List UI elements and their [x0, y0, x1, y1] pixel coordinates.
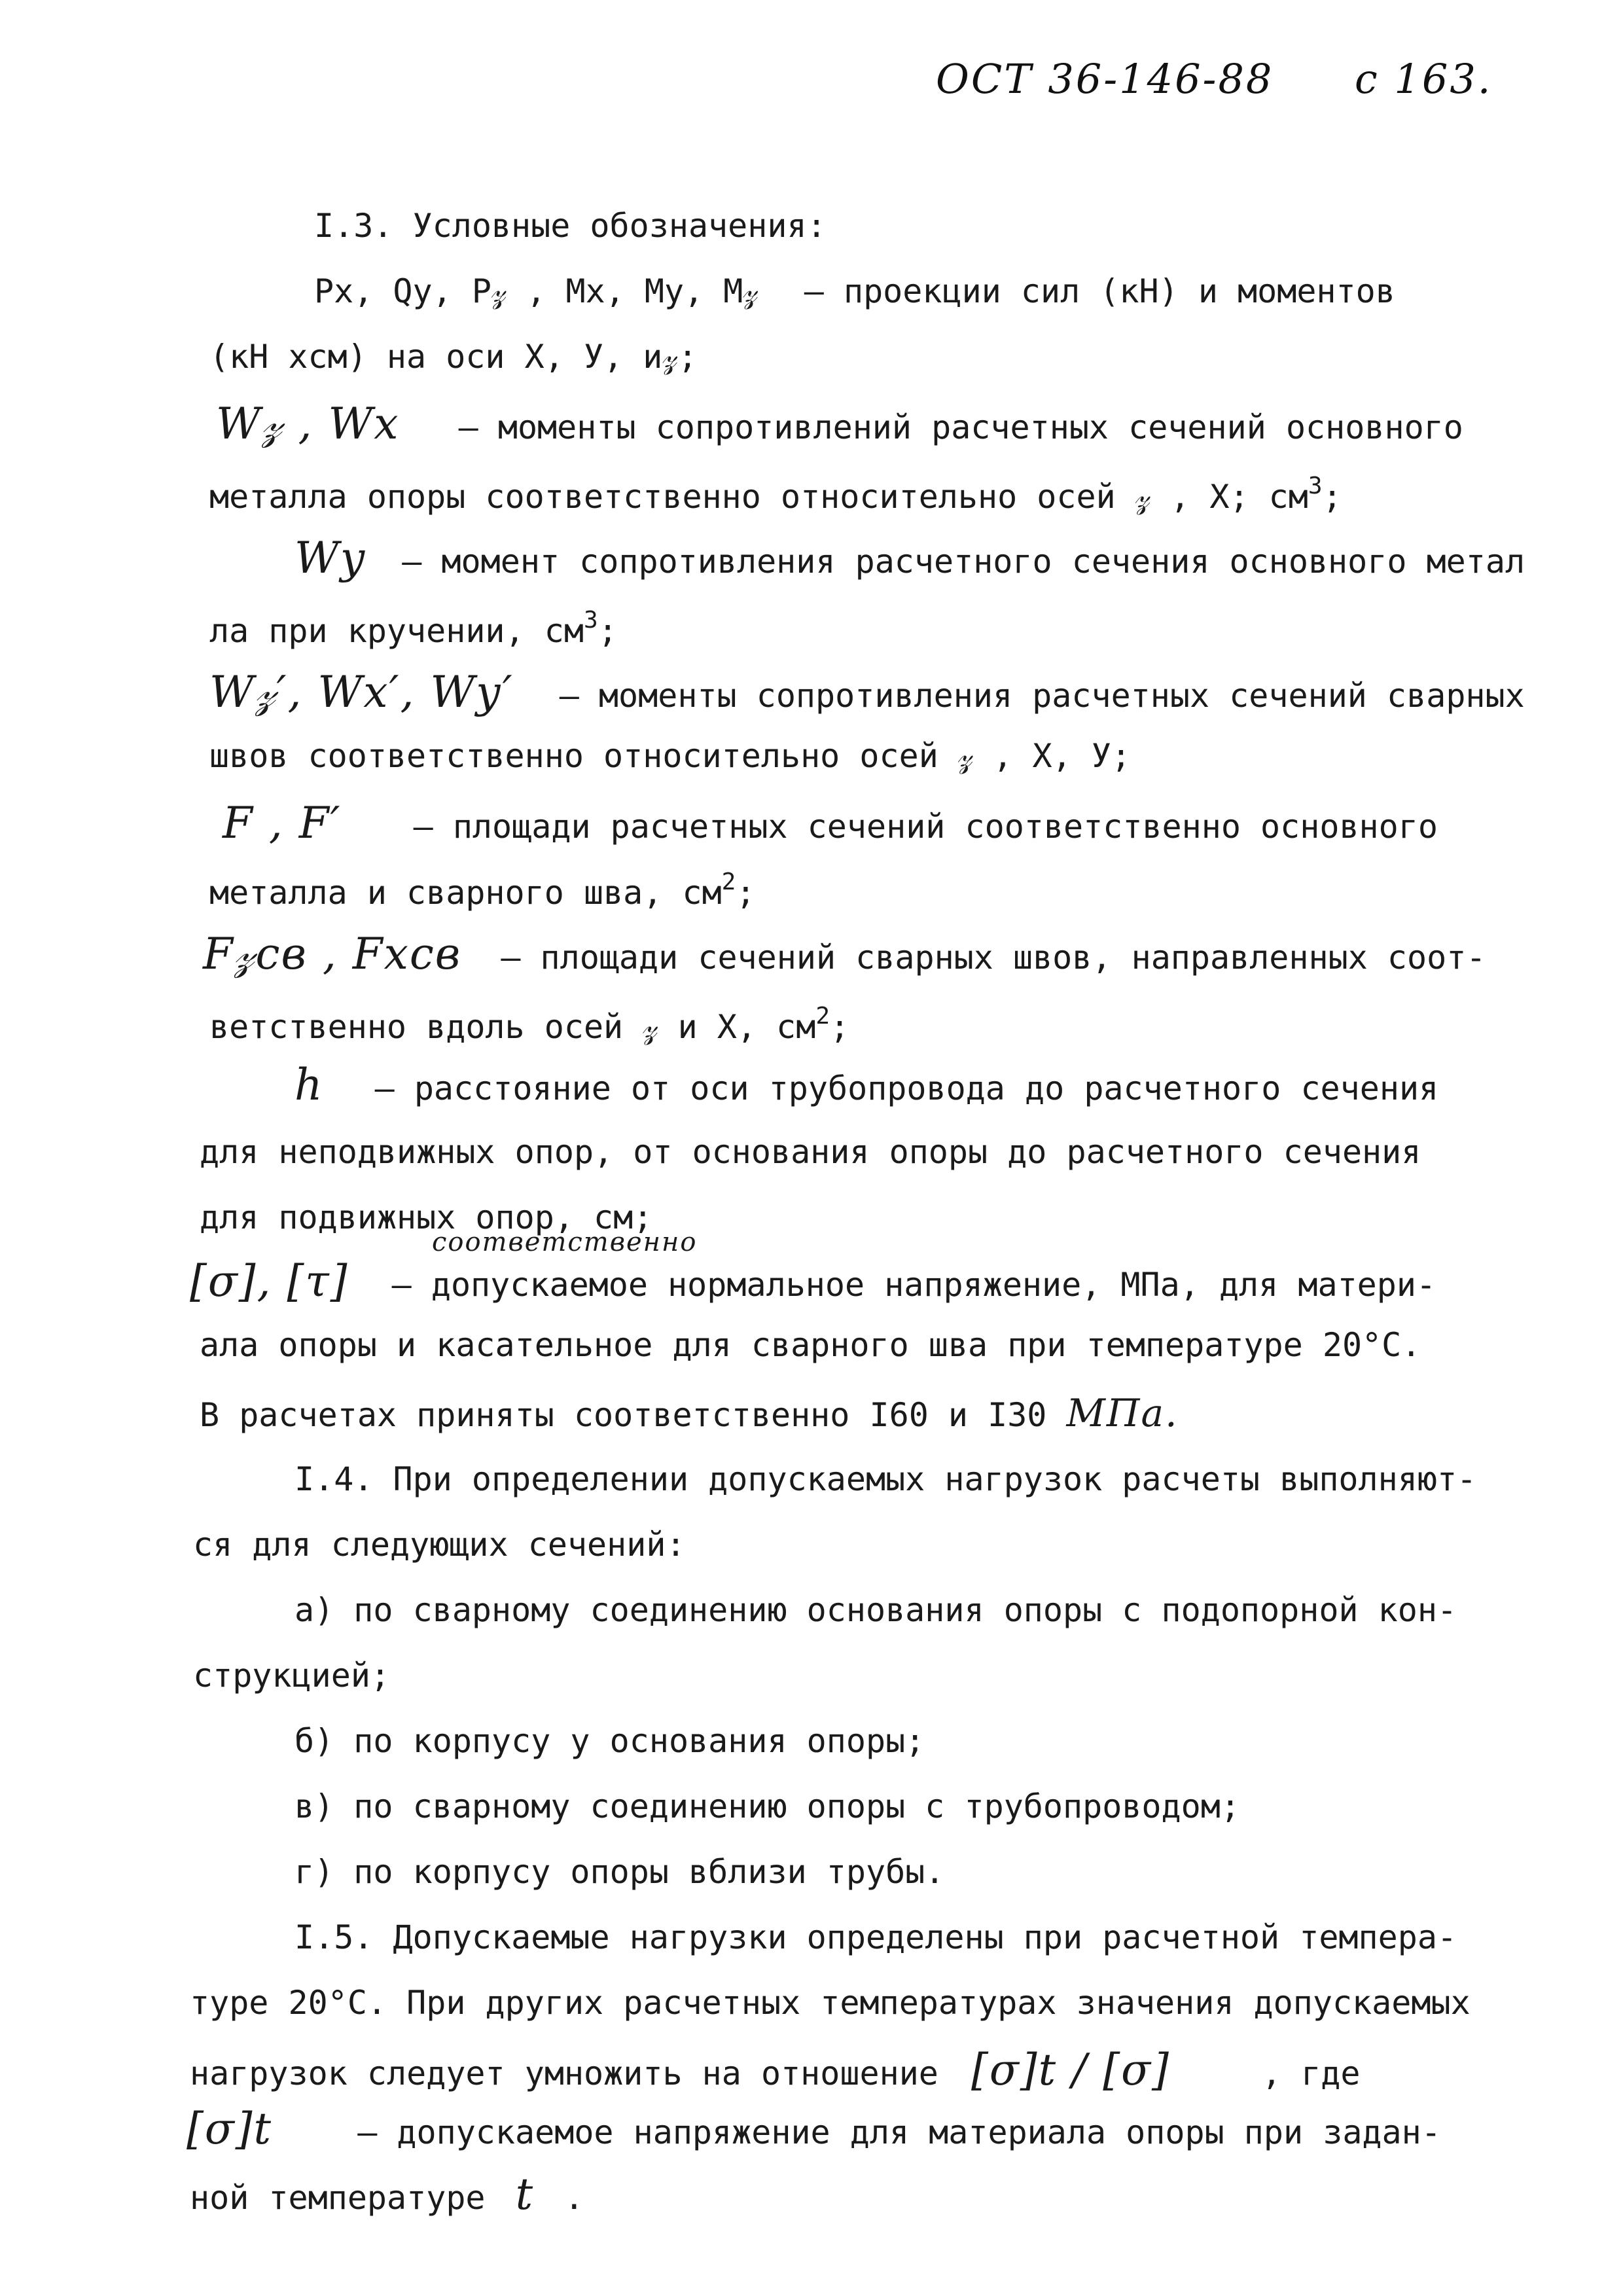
- sigma-cont-2-text: В расчетах приняты соответственно I60 и I30: [200, 1396, 1047, 1434]
- where-text: , где: [1261, 2054, 1361, 2092]
- wprime-text: – моменты сопротивления расчетных сечений сварных: [559, 677, 1525, 715]
- f-symbols: F , F′: [223, 798, 342, 848]
- wy-symbol: Wу: [294, 533, 367, 583]
- sigma-line: [190, 1256, 1436, 1306]
- wy-cont-text: ла при кручении, см: [209, 612, 584, 650]
- section-1-5-p3-text: нагрузок следует умножить на отношение: [190, 2054, 938, 2092]
- section-1-5-p3: [190, 2045, 1361, 2095]
- wy-line: [294, 533, 1525, 583]
- fsv-cont: [209, 1003, 850, 1046]
- sigma-unit: МПа.: [1066, 1391, 1179, 1435]
- section-1-4-p1: I.4. При определении допускаемых нагрузок расчеты выполняют-: [294, 1460, 1477, 1498]
- st-cont: [190, 2169, 584, 2219]
- sigma-cont-2: [200, 1391, 1179, 1435]
- list-item-g: г) по корпусу опоры вблизи трубы.: [294, 1853, 945, 1891]
- h-cont-1: для неподвижных опор, от основания опоры до расчетного сечения: [200, 1133, 1421, 1171]
- wzx-sup: 3: [1308, 473, 1323, 499]
- list-item-a: а) по сварному соединению основания опоры с подопорной кон-: [294, 1591, 1457, 1629]
- wy-end: ;: [597, 612, 618, 650]
- f-end: ;: [736, 874, 756, 912]
- section-1-3-title: I.3. Условные обозначения:: [314, 207, 827, 245]
- t-symbol: t: [515, 2169, 535, 2219]
- doc-code: ОСТ 36-146-88: [936, 55, 1274, 103]
- f-sup: 2: [721, 869, 736, 895]
- wy-sup: 3: [583, 607, 598, 634]
- t-end: .: [564, 2179, 584, 2217]
- wprime-line: [209, 667, 1525, 717]
- wzx-cont: [209, 473, 1342, 516]
- st-cont-text: ной температуре: [190, 2179, 486, 2217]
- sigma-symbols: [σ], [τ]: [190, 1256, 349, 1306]
- wprime-symbols: W𝓏′, Wх′, Wу′: [209, 667, 514, 717]
- h-cont-2: для подвижных опор, см;: [200, 1198, 653, 1236]
- fsv-symbols: F𝓏св , Fхсв: [203, 929, 462, 979]
- fsv-end: ;: [830, 1008, 850, 1046]
- sigma-text: – допускаемое нормальное напряжение, МПа, для матери-: [391, 1266, 1436, 1304]
- wy-text: – момент сопротивления расчетного сечения основного метал: [402, 543, 1525, 581]
- f-cont-text: металла и сварного шва, см: [209, 874, 722, 912]
- st-symbol: [σ]t: [187, 2104, 273, 2154]
- section-1-4-p2: ся для следующих сечений:: [193, 1526, 686, 1564]
- list-item-b: б) по корпусу у основания опоры;: [294, 1722, 925, 1760]
- forces-symbols: Рх, Qу, Р𝓏 , Мх, Му, М𝓏: [314, 272, 758, 310]
- forces-line: [314, 272, 1395, 310]
- page-number: с 163.: [1355, 55, 1493, 103]
- h-symbol: h: [294, 1060, 324, 1110]
- wzx-symbols: W𝓏 , Wх: [216, 399, 400, 449]
- h-text: – расстояние от оси трубопровода до расчетного сечения: [374, 1069, 1439, 1107]
- list-item-v: в) по сварному соединению опоры с трубопроводом;: [294, 1787, 1240, 1825]
- f-cont: [209, 869, 756, 912]
- section-1-5-p2: туре 20°С. При других расчетных температурах значения допускаемых: [190, 1984, 1471, 2022]
- ratio-formula: [σ]t / [σ]: [971, 2045, 1170, 2095]
- sigma-note: соответственно: [432, 1227, 698, 1257]
- fsv-sup: 2: [815, 1003, 830, 1030]
- fsv-line: [203, 929, 1486, 979]
- wzx-end: ;: [1322, 478, 1342, 516]
- wy-cont: [209, 607, 618, 650]
- st-line: [187, 2104, 1441, 2154]
- wzx-text: – моменты сопротивлений расчетных сечений основного: [458, 408, 1463, 446]
- wzx-cont-text: металла опоры соответственно относительно осей 𝓏 , X; см: [209, 478, 1308, 516]
- forces-text: – проекции сил (кН) и моментов: [804, 272, 1395, 310]
- forces-cont: (кН хсм) на оси X, У, и𝓏;: [209, 338, 698, 376]
- list-item-a-cont: струкцией;: [193, 1657, 391, 1695]
- wprime-cont: швов соответственно относительно осей 𝓏 , X, У;: [209, 737, 1131, 775]
- f-line: [223, 798, 1438, 848]
- wzx-line: [216, 399, 1463, 449]
- h-line: [294, 1060, 1439, 1110]
- fsv-text: – площади сечений сварных швов, направленных соот-: [501, 939, 1486, 977]
- fsv-cont-text: ветственно вдоль осей 𝓏 и X, см: [209, 1008, 816, 1046]
- st-text: – допускаемое напряжение для материала опоры при задан-: [357, 2113, 1441, 2151]
- f-text: – площади расчетных сечений соответственно основного: [413, 808, 1438, 846]
- section-1-5-p1: I.5. Допускаемые нагрузки определены при расчетной темпера-: [294, 1918, 1457, 1956]
- sigma-cont-1: ала опоры и касательное для сварного шва при температуре 20°С.: [200, 1326, 1421, 1364]
